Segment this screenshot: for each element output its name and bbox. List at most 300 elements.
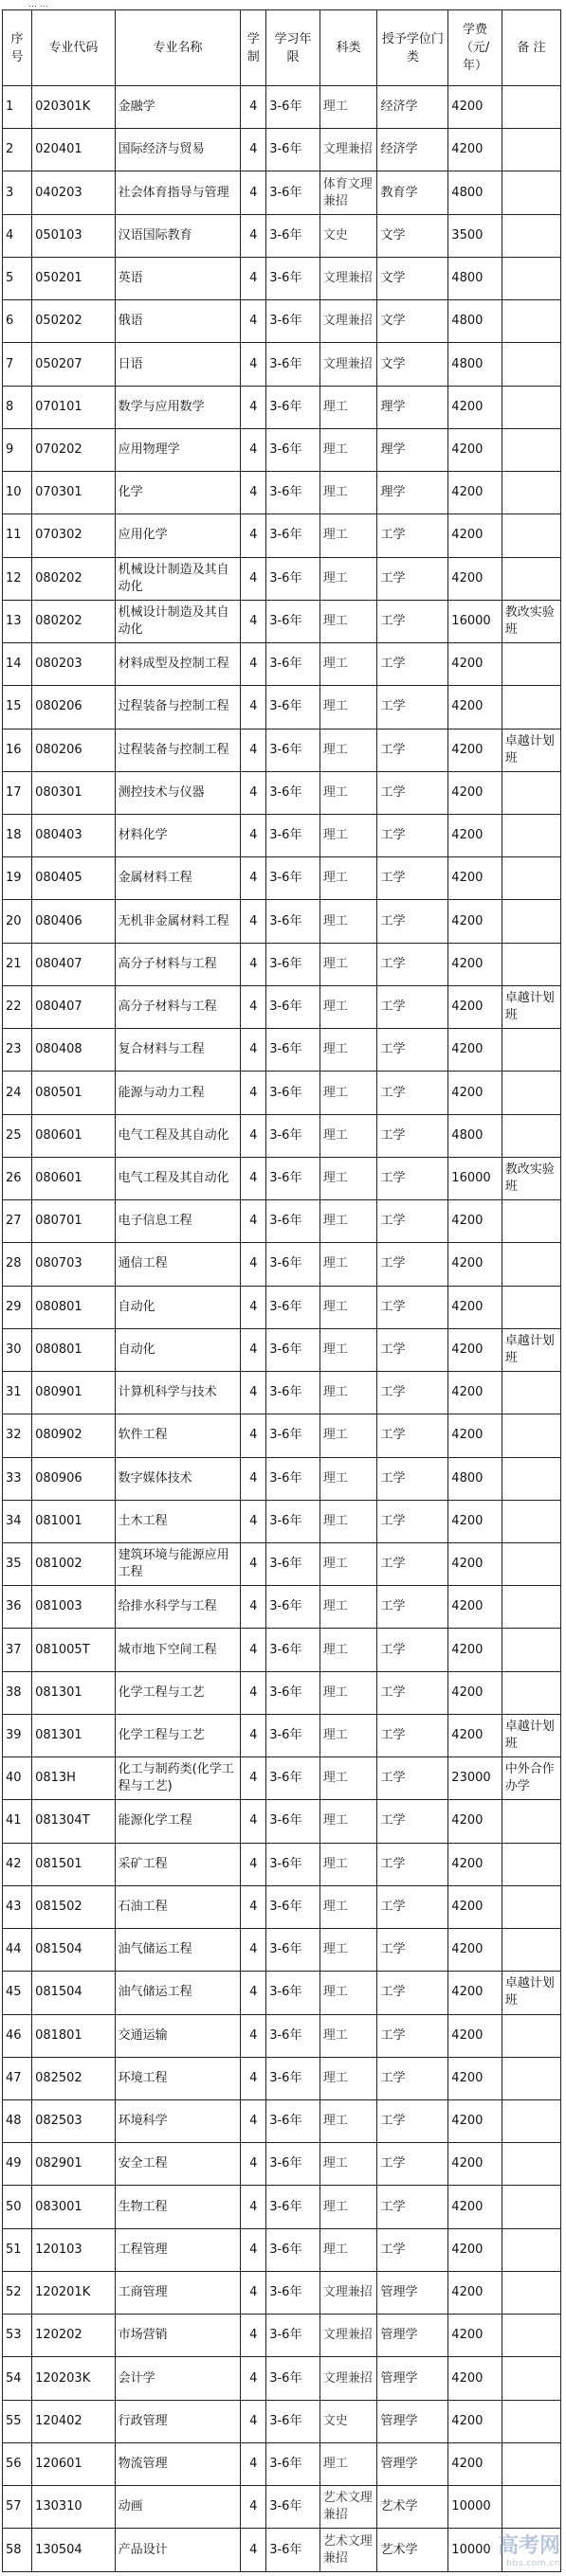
cell-note bbox=[502, 1072, 560, 1114]
table-row bbox=[3, 1328, 561, 1371]
cell-years: 4 bbox=[241, 985, 266, 1028]
cell-note bbox=[502, 943, 560, 985]
cell-study: 3-6年 bbox=[266, 557, 320, 600]
table-row bbox=[3, 1072, 561, 1114]
cell-degree: 工学 bbox=[377, 1286, 448, 1328]
table-row bbox=[3, 814, 561, 856]
cell-subject: 文理兼招 bbox=[320, 2357, 377, 2400]
cell-study: 3-6年 bbox=[266, 386, 320, 428]
enrollment-plan-table bbox=[2, 9, 561, 2572]
cell-seq: 2 bbox=[3, 129, 32, 171]
table-row bbox=[3, 2057, 561, 2099]
table-row bbox=[3, 472, 561, 514]
cell-name: 金融学 bbox=[115, 86, 241, 129]
header-seq: 序号 bbox=[3, 10, 32, 86]
table-row bbox=[3, 557, 561, 600]
cell-note bbox=[502, 2271, 560, 2314]
header-years: 学制 bbox=[241, 10, 266, 86]
cell-degree: 管理学 bbox=[377, 2357, 448, 2400]
cell-note bbox=[502, 900, 560, 943]
cell-name: 能源化学工程 bbox=[115, 1800, 241, 1843]
cell-name: 化工与制药类(化学工程与工艺) bbox=[115, 1757, 241, 1800]
cell-note bbox=[502, 86, 560, 129]
cell-name: 电气工程及其自动化 bbox=[115, 1157, 241, 1199]
cell-code: 081005T bbox=[32, 1629, 116, 1671]
cell-study: 3-6年 bbox=[266, 1972, 320, 2014]
cell-seq: 3 bbox=[3, 171, 32, 214]
cell-fee: 4200 bbox=[448, 771, 502, 814]
cell-degree: 工学 bbox=[377, 943, 448, 985]
table-row bbox=[3, 1157, 561, 1199]
cell-fee: 4200 bbox=[448, 900, 502, 943]
cell-subject: 理工 bbox=[320, 1157, 377, 1199]
cell-fee: 4200 bbox=[448, 1286, 502, 1328]
cell-name: 物流管理 bbox=[115, 2442, 241, 2485]
cell-seq: 25 bbox=[3, 1114, 32, 1157]
cell-years: 4 bbox=[241, 2486, 266, 2529]
cell-seq: 26 bbox=[3, 1157, 32, 1199]
cell-name: 环境科学 bbox=[115, 2100, 241, 2143]
cell-name: 金属材料工程 bbox=[115, 857, 241, 900]
cell-fee: 4200 bbox=[448, 2057, 502, 2099]
cell-fee: 4200 bbox=[448, 686, 502, 729]
cell-note bbox=[502, 1885, 560, 1928]
cell-years: 4 bbox=[241, 1843, 266, 1885]
cell-degree: 文学 bbox=[377, 300, 448, 343]
cell-seq: 52 bbox=[3, 2271, 32, 2314]
cell-seq: 16 bbox=[3, 729, 32, 771]
cell-degree: 工学 bbox=[377, 1843, 448, 1885]
cell-years: 4 bbox=[241, 1671, 266, 1714]
cell-fee: 4200 bbox=[448, 1500, 502, 1542]
cell-years: 4 bbox=[241, 1286, 266, 1328]
cell-subject: 理工 bbox=[320, 985, 377, 1028]
cell-degree: 工学 bbox=[377, 600, 448, 642]
cell-note bbox=[502, 1800, 560, 1843]
cell-years: 4 bbox=[241, 1800, 266, 1843]
cell-years: 4 bbox=[241, 771, 266, 814]
table-row bbox=[3, 1757, 561, 1800]
cell-fee: 4800 bbox=[448, 171, 502, 214]
cell-name: 市场营销 bbox=[115, 2315, 241, 2357]
table-row bbox=[3, 86, 561, 129]
table-row bbox=[3, 1200, 561, 1243]
table-row bbox=[3, 2357, 561, 2400]
table-row bbox=[3, 1029, 561, 1072]
table-row bbox=[3, 1972, 561, 2014]
cell-note bbox=[502, 2400, 560, 2442]
cell-subject: 理工 bbox=[320, 1072, 377, 1114]
cell-fee: 4200 bbox=[448, 2228, 502, 2271]
cell-seq: 23 bbox=[3, 1029, 32, 1072]
cell-years: 4 bbox=[241, 2228, 266, 2271]
table-row bbox=[3, 2186, 561, 2228]
cell-study: 3-6年 bbox=[266, 472, 320, 514]
cell-code: 080703 bbox=[32, 1243, 116, 1286]
cell-seq: 38 bbox=[3, 1671, 32, 1714]
cell-note bbox=[502, 1542, 560, 1585]
cell-subject: 理工 bbox=[320, 1114, 377, 1157]
cell-years: 4 bbox=[241, 2442, 266, 2485]
cell-years: 4 bbox=[241, 1029, 266, 1072]
cell-subject: 理工 bbox=[320, 600, 377, 642]
cell-fee: 4200 bbox=[448, 2100, 502, 2143]
cell-subject: 理工 bbox=[320, 2143, 377, 2186]
cell-study: 3-6年 bbox=[266, 2400, 320, 2442]
cell-seq: 58 bbox=[3, 2529, 32, 2572]
table-row bbox=[3, 2315, 561, 2357]
cell-seq: 35 bbox=[3, 1542, 32, 1585]
cell-years: 4 bbox=[241, 2143, 266, 2186]
cell-seq: 43 bbox=[3, 1885, 32, 1928]
cell-years: 4 bbox=[241, 1157, 266, 1199]
cell-code: 080906 bbox=[32, 1457, 116, 1500]
header-degree: 授予学位门类 bbox=[377, 10, 448, 86]
cell-note bbox=[502, 1200, 560, 1243]
cell-degree: 教育学 bbox=[377, 171, 448, 214]
cell-seq: 1 bbox=[3, 86, 32, 129]
table-row bbox=[3, 1629, 561, 1671]
cell-code: 080407 bbox=[32, 943, 116, 985]
cell-name: 土木工程 bbox=[115, 1500, 241, 1542]
cell-degree: 工学 bbox=[377, 1243, 448, 1286]
cell-years: 4 bbox=[241, 1629, 266, 1671]
cell-study: 3-6年 bbox=[266, 1286, 320, 1328]
cell-fee: 4200 bbox=[448, 1586, 502, 1629]
cell-note bbox=[502, 171, 560, 214]
cell-seq: 22 bbox=[3, 985, 32, 1028]
cell-note bbox=[502, 386, 560, 428]
cell-degree: 艺术学 bbox=[377, 2486, 448, 2529]
header-row bbox=[3, 10, 561, 86]
cell-fee: 4200 bbox=[448, 2400, 502, 2442]
cell-code: 082503 bbox=[32, 2100, 116, 2143]
cell-years: 4 bbox=[241, 1714, 266, 1756]
cell-years: 4 bbox=[241, 2186, 266, 2228]
cell-name: 高分子材料与工程 bbox=[115, 943, 241, 985]
cell-subject: 理工 bbox=[320, 814, 377, 856]
cell-years: 4 bbox=[241, 1200, 266, 1243]
cell-seq: 36 bbox=[3, 1586, 32, 1629]
cell-seq: 33 bbox=[3, 1457, 32, 1500]
cell-note: 教改实验班 bbox=[502, 1157, 560, 1199]
cell-fee: 4200 bbox=[448, 557, 502, 600]
top-note: … … bbox=[28, 0, 48, 9]
cell-name: 应用物理学 bbox=[115, 428, 241, 471]
cell-subject: 理工 bbox=[320, 1800, 377, 1843]
cell-note bbox=[502, 300, 560, 343]
cell-degree: 文学 bbox=[377, 343, 448, 386]
cell-name: 材料成型及控制工程 bbox=[115, 643, 241, 686]
table-row bbox=[3, 129, 561, 171]
cell-name: 计算机科学与技术 bbox=[115, 1372, 241, 1414]
cell-study: 3-6年 bbox=[266, 1843, 320, 1885]
cell-code: 080902 bbox=[32, 1414, 116, 1457]
cell-degree: 工学 bbox=[377, 1372, 448, 1414]
cell-name: 会计学 bbox=[115, 2357, 241, 2400]
cell-study: 3-6年 bbox=[266, 2271, 320, 2314]
cell-code: 081301 bbox=[32, 1671, 116, 1714]
table-row bbox=[3, 600, 561, 642]
cell-note bbox=[502, 2357, 560, 2400]
cell-seq: 11 bbox=[3, 514, 32, 557]
cell-study: 3-6年 bbox=[266, 2442, 320, 2485]
cell-name: 应用化学 bbox=[115, 514, 241, 557]
cell-name: 无机非金属材料工程 bbox=[115, 900, 241, 943]
header-fee: 学费（元/年） bbox=[448, 10, 502, 86]
cell-years: 4 bbox=[241, 300, 266, 343]
cell-code: 130310 bbox=[32, 2486, 116, 2529]
cell-note bbox=[502, 514, 560, 557]
cell-years: 4 bbox=[241, 2271, 266, 2314]
cell-fee: 4800 bbox=[448, 1114, 502, 1157]
cell-study: 3-6年 bbox=[266, 1542, 320, 1585]
cell-code: 080501 bbox=[32, 1072, 116, 1114]
cell-fee: 4200 bbox=[448, 1885, 502, 1928]
cell-degree: 工学 bbox=[377, 2228, 448, 2271]
table-row bbox=[3, 1114, 561, 1157]
cell-note bbox=[502, 2486, 560, 2529]
cell-note bbox=[502, 1500, 560, 1542]
cell-years: 4 bbox=[241, 1885, 266, 1928]
cell-seq: 17 bbox=[3, 771, 32, 814]
cell-fee: 4200 bbox=[448, 1328, 502, 1371]
cell-seq: 6 bbox=[3, 300, 32, 343]
cell-code: 120203K bbox=[32, 2357, 116, 2400]
cell-degree: 工学 bbox=[377, 1072, 448, 1114]
cell-seq: 40 bbox=[3, 1757, 32, 1800]
cell-study: 3-6年 bbox=[266, 300, 320, 343]
cell-degree: 工学 bbox=[377, 514, 448, 557]
cell-code: 080403 bbox=[32, 814, 116, 856]
cell-subject: 理工 bbox=[320, 514, 377, 557]
cell-subject: 理工 bbox=[320, 472, 377, 514]
cell-name: 建筑环境与能源应用工程 bbox=[115, 1542, 241, 1585]
cell-code: 080203 bbox=[32, 643, 116, 686]
table-row bbox=[3, 1714, 561, 1756]
cell-years: 4 bbox=[241, 729, 266, 771]
cell-subject: 理工 bbox=[320, 557, 377, 600]
cell-fee: 4200 bbox=[448, 1843, 502, 1885]
cell-code: 020301K bbox=[32, 86, 116, 129]
cell-subject: 艺术文理兼招 bbox=[320, 2486, 377, 2529]
cell-degree: 工学 bbox=[377, 1714, 448, 1756]
cell-years: 4 bbox=[241, 214, 266, 257]
cell-code: 050207 bbox=[32, 343, 116, 386]
cell-name: 自动化 bbox=[115, 1328, 241, 1371]
cell-note bbox=[502, 129, 560, 171]
cell-subject: 艺术文理兼招 bbox=[320, 2529, 377, 2572]
cell-years: 4 bbox=[241, 2057, 266, 2099]
cell-code: 070101 bbox=[32, 386, 116, 428]
cell-study: 3-6年 bbox=[266, 857, 320, 900]
table-row bbox=[3, 2442, 561, 2485]
cell-degree: 工学 bbox=[377, 1414, 448, 1457]
cell-degree: 工学 bbox=[377, 771, 448, 814]
cell-subject: 理工 bbox=[320, 686, 377, 729]
cell-code: 081304T bbox=[32, 1800, 116, 1843]
cell-study: 3-6年 bbox=[266, 1714, 320, 1756]
cell-note bbox=[502, 1114, 560, 1157]
cell-name: 过程装备与控制工程 bbox=[115, 686, 241, 729]
cell-name: 电气工程及其自动化 bbox=[115, 1114, 241, 1157]
cell-name: 动画 bbox=[115, 2486, 241, 2529]
cell-fee: 4200 bbox=[448, 428, 502, 471]
cell-years: 4 bbox=[241, 557, 266, 600]
cell-note bbox=[502, 1243, 560, 1286]
cell-code: 080701 bbox=[32, 1200, 116, 1243]
cell-fee: 10000 bbox=[448, 2486, 502, 2529]
cell-study: 3-6年 bbox=[266, 771, 320, 814]
cell-name: 生物工程 bbox=[115, 2186, 241, 2228]
cell-code: 080801 bbox=[32, 1328, 116, 1371]
cell-code: 080801 bbox=[32, 1286, 116, 1328]
cell-name: 环境工程 bbox=[115, 2057, 241, 2099]
cell-subject: 理工 bbox=[320, 1414, 377, 1457]
cell-fee: 4200 bbox=[448, 1972, 502, 2014]
cell-name: 给排水科学与工程 bbox=[115, 1586, 241, 1629]
cell-note bbox=[502, 686, 560, 729]
table-row bbox=[3, 1414, 561, 1457]
cell-study: 3-6年 bbox=[266, 2315, 320, 2357]
cell-seq: 45 bbox=[3, 1972, 32, 2014]
cell-name: 高分子材料与工程 bbox=[115, 985, 241, 1028]
cell-seq: 37 bbox=[3, 1629, 32, 1671]
cell-note bbox=[502, 2315, 560, 2357]
cell-name: 社会体育指导与管理 bbox=[115, 171, 241, 214]
cell-code: 120103 bbox=[32, 2228, 116, 2271]
cell-note bbox=[502, 1414, 560, 1457]
cell-subject: 理工 bbox=[320, 1885, 377, 1928]
cell-seq: 14 bbox=[3, 643, 32, 686]
cell-study: 3-6年 bbox=[266, 1671, 320, 1714]
cell-code: 080407 bbox=[32, 985, 116, 1028]
cell-seq: 32 bbox=[3, 1414, 32, 1457]
cell-seq: 27 bbox=[3, 1200, 32, 1243]
cell-fee: 4200 bbox=[448, 86, 502, 129]
cell-code: 080301 bbox=[32, 771, 116, 814]
table-row bbox=[3, 171, 561, 214]
cell-study: 3-6年 bbox=[266, 2486, 320, 2529]
cell-study: 3-6年 bbox=[266, 86, 320, 129]
cell-degree: 工学 bbox=[377, 1757, 448, 1800]
cell-degree: 工学 bbox=[377, 1328, 448, 1371]
cell-study: 3-6年 bbox=[266, 1885, 320, 1928]
table-row bbox=[3, 1243, 561, 1286]
cell-code: 040203 bbox=[32, 171, 116, 214]
cell-name: 测控技术与仪器 bbox=[115, 771, 241, 814]
cell-name: 国际经济与贸易 bbox=[115, 129, 241, 171]
cell-note: 中外合作办学 bbox=[502, 1757, 560, 1800]
cell-degree: 工学 bbox=[377, 1586, 448, 1629]
cell-fee: 4200 bbox=[448, 985, 502, 1028]
cell-years: 4 bbox=[241, 1243, 266, 1286]
cell-subject: 理工 bbox=[320, 1542, 377, 1585]
cell-degree: 工学 bbox=[377, 2100, 448, 2143]
cell-note bbox=[502, 771, 560, 814]
cell-code: 070301 bbox=[32, 472, 116, 514]
cell-degree: 工学 bbox=[377, 2143, 448, 2186]
cell-subject: 文史 bbox=[320, 214, 377, 257]
cell-degree: 工学 bbox=[377, 1929, 448, 1972]
cell-fee: 4200 bbox=[448, 2442, 502, 2485]
cell-fee: 4200 bbox=[448, 814, 502, 856]
cell-seq: 34 bbox=[3, 1500, 32, 1542]
cell-code: 081003 bbox=[32, 1586, 116, 1629]
cell-code: 080601 bbox=[32, 1157, 116, 1199]
cell-study: 3-6年 bbox=[266, 1157, 320, 1199]
cell-note bbox=[502, 428, 560, 471]
cell-subject: 理工 bbox=[320, 2014, 377, 2057]
cell-name: 能源与动力工程 bbox=[115, 1072, 241, 1114]
cell-fee: 4200 bbox=[448, 129, 502, 171]
cell-years: 4 bbox=[241, 171, 266, 214]
cell-years: 4 bbox=[241, 1114, 266, 1157]
cell-code: 050201 bbox=[32, 257, 116, 299]
cell-seq: 42 bbox=[3, 1843, 32, 1885]
cell-study: 3-6年 bbox=[266, 2057, 320, 2099]
cell-code: 080901 bbox=[32, 1372, 116, 1414]
cell-seq: 18 bbox=[3, 814, 32, 856]
cell-name: 安全工程 bbox=[115, 2143, 241, 2186]
cell-years: 4 bbox=[241, 1457, 266, 1500]
cell-subject: 理工 bbox=[320, 1586, 377, 1629]
cell-study: 3-6年 bbox=[266, 2100, 320, 2143]
cell-seq: 48 bbox=[3, 2100, 32, 2143]
cell-name: 俄语 bbox=[115, 300, 241, 343]
cell-years: 4 bbox=[241, 1757, 266, 1800]
cell-note: 卓越计划班 bbox=[502, 985, 560, 1028]
cell-code: 070302 bbox=[32, 514, 116, 557]
cell-name: 过程装备与控制工程 bbox=[115, 729, 241, 771]
cell-subject: 理工 bbox=[320, 2186, 377, 2228]
cell-study: 3-6年 bbox=[266, 1200, 320, 1243]
cell-study: 3-6年 bbox=[266, 1457, 320, 1500]
header-subject: 科类 bbox=[320, 10, 377, 86]
cell-code: 120402 bbox=[32, 2400, 116, 2442]
cell-code: 081504 bbox=[32, 1929, 116, 1972]
cell-study: 3-6年 bbox=[266, 257, 320, 299]
cell-fee: 4200 bbox=[448, 1414, 502, 1457]
cell-fee: 4200 bbox=[448, 386, 502, 428]
cell-code: 082502 bbox=[32, 2057, 116, 2099]
cell-years: 4 bbox=[241, 86, 266, 129]
cell-fee: 4200 bbox=[448, 2357, 502, 2400]
cell-subject: 理工 bbox=[320, 1243, 377, 1286]
cell-years: 4 bbox=[241, 386, 266, 428]
cell-note bbox=[502, 343, 560, 386]
cell-study: 3-6年 bbox=[266, 343, 320, 386]
cell-fee: 4200 bbox=[448, 857, 502, 900]
cell-years: 4 bbox=[241, 1072, 266, 1114]
cell-name: 交通运输 bbox=[115, 2014, 241, 2057]
cell-name: 英语 bbox=[115, 257, 241, 299]
cell-subject: 理工 bbox=[320, 643, 377, 686]
cell-degree: 工学 bbox=[377, 1457, 448, 1500]
cell-seq: 12 bbox=[3, 557, 32, 600]
header-name: 专业名称 bbox=[115, 10, 241, 86]
cell-years: 4 bbox=[241, 472, 266, 514]
cell-years: 4 bbox=[241, 643, 266, 686]
cell-fee: 4200 bbox=[448, 2186, 502, 2228]
cell-note bbox=[502, 2442, 560, 2485]
table-row bbox=[3, 1929, 561, 1972]
cell-name: 数字媒体技术 bbox=[115, 1457, 241, 1500]
cell-name: 电子信息工程 bbox=[115, 1200, 241, 1243]
cell-seq: 19 bbox=[3, 857, 32, 900]
cell-fee: 4200 bbox=[448, 1029, 502, 1072]
cell-note bbox=[502, 1843, 560, 1885]
